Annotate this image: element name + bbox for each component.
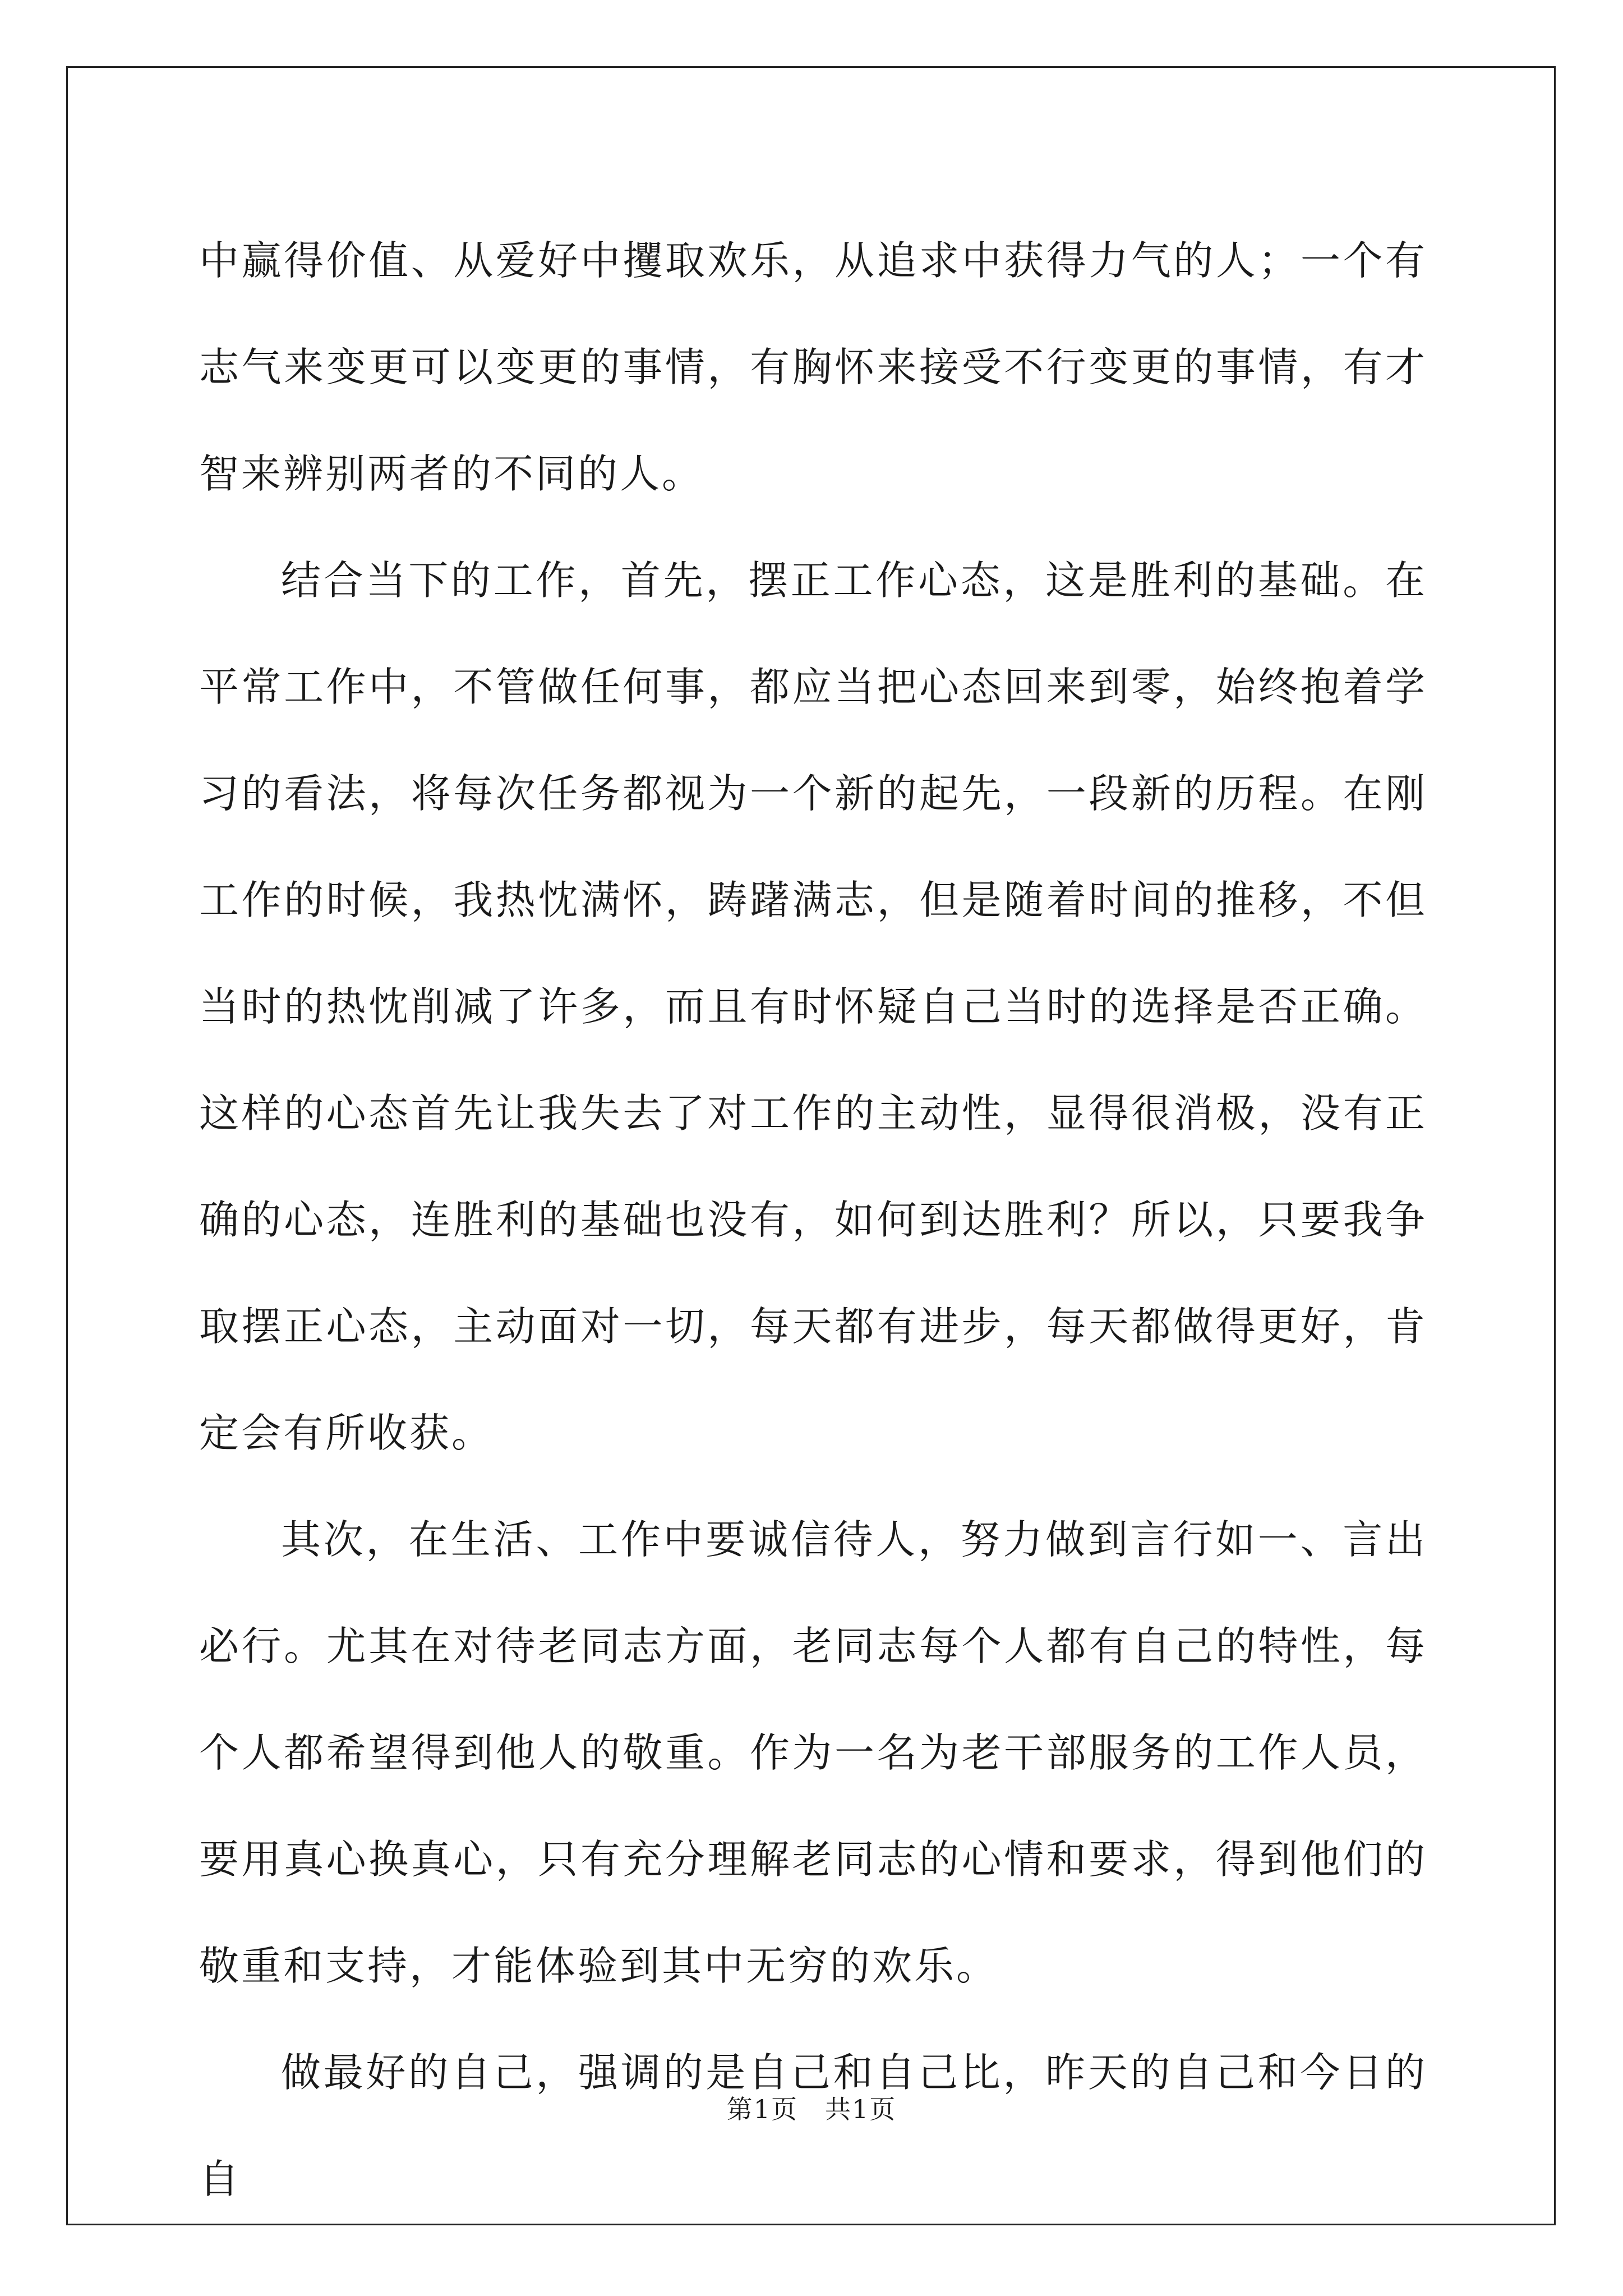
paragraph-2: 结合当下的工作，首先，摆正工作心态，这是胜利的基础。在平常工作中，不管做任何事，都应当把心态回来到零，始终抱着学习的看法，将每次任务都视为一个新的起先，一段新的历程。在刚工作的时候，我热忱满怀，踌躇满志，但是随着时间的推移，不但当时的热忱削减了许多，而且有时怀疑自己当时的选择是否正确。这样的心态首先让我失去了对工作的主动性，显得很消极，没有正确的心态，连胜利的基础也没有，如何到达胜利？所以，只要我争取摆正心态，主动面对一切，每天都有进步，每天都做得更好，肯定会有所收获。: [199, 557, 1427, 1456]
document-body: [199, 208, 1427, 2233]
page-footer: 第1页 共1页: [726, 2094, 897, 2124]
paragraph-4: 做最好的自己，强调的是自己和自己比，昨天的自己和今日的自: [199, 2049, 1427, 2202]
paragraph-1: 中赢得价值、从爱好中攫取欢乐，从追求中获得力气的人；一个有志气来变更可以变更的事情，有胸怀来接受不行变更的事情，有才智来辨别两者的不同的人。: [199, 237, 1427, 497]
paragraph-3: 其次，在生活、工作中要诚信待人，努力做到言行如一、言出必行。尤其在对待老同志方面，老同志每个人都有自己的特性，每个人都希望得到他人的敬重。作为一名为老干部服务的工作人员，要用真心换真心，只有充分理解老同志的心情和要求，得到他们的敬重和支持，才能体验到其中无穷的欢乐。: [199, 1516, 1427, 1989]
